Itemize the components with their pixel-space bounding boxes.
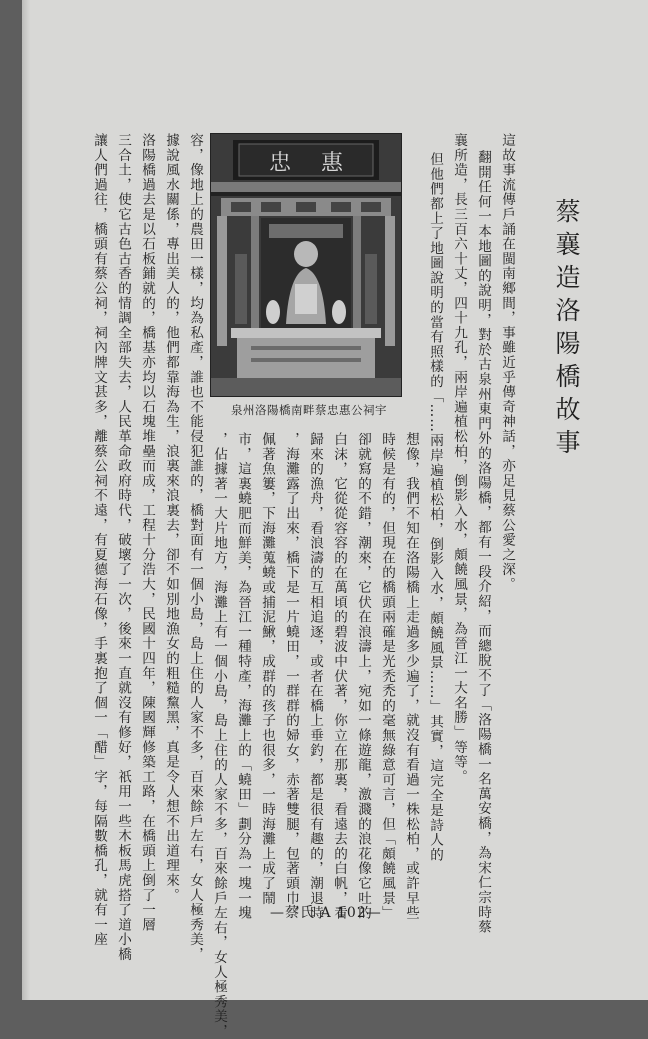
text-column: 歸來的漁舟，看浪濤的互相追逐，或者在橋上垂釣，都是很有趣的，潮退時: [307, 432, 323, 921]
text-column: 據說風水關係，專出美人的，他們都靠海為生，浪裏來浪裏去，卻不如別地漁女的粗糙黧黑，真是令人想不出道理來。: [163, 133, 179, 903]
text-column: 想像，我們不知在洛陽橋上走過多少遍了，就沒有看過一株松柏，或許早些: [403, 432, 419, 921]
text-column: 市，這裏蟯肥而鮮美，為晉江一種特產，海灘上的「蟯田」劃分為一塊一塊: [235, 432, 251, 921]
text-column: 但他們都上了地圖說明的當有照樣的「……兩岸遍植松柏，倒影入水，頗饒風景……」其實，這完全是詩人的: [427, 152, 443, 863]
text-column: 時候是有的，但現在的橋頭兩確是光禿禿的毫無綠意可言，但「頗饒風景」: [379, 432, 395, 921]
text-column: 容，像地上的農田一樣，均為私產，誰也不能侵犯誰的，橋對面有一個小島，島上住的人家不多，百來餘戶左右，女人極秀美，: [187, 133, 203, 962]
page-number: —蔡氏 A 102—: [270, 905, 382, 921]
text-column: 這故事流傳戶誦在閩南鄉間，事雖近乎傳奇神話，亦足見蔡公愛之深。: [499, 133, 515, 592]
text-column: 佩著魚簍，下海灘蒐蟯或捕泥鰍，成群的孩子也很多，一時海灘上成了鬧: [259, 432, 275, 906]
text-column: 讓人們過往，橋頭有蔡公祠，祠內牌文甚多，離蔡公祠不遠，有夏德海石像，手裏抱了個一「醋」字，每隔數橋孔，就有一座: [91, 133, 107, 947]
text-column: 白沫，它從從容容的在萬頃的碧波中伏著，你立在那裏，看遠去的白帆，看: [331, 432, 347, 921]
text-column: 襄所造，長三百六十丈，四十九孔，兩岸遍植松柏，倒影入水，頗饒風景，為晉江一大名勝」等等。: [451, 133, 467, 785]
text-column: 三合土，使它古色古香的情調全部失去，人民革命政府時代，破壞了一次，後來一直就沒有修好，祇用一些木板馬虎搭了道小橋: [115, 133, 131, 962]
plaque-character-right: 惠: [321, 151, 344, 176]
plaque-character-left: 忠: [269, 151, 292, 176]
text-column: 卻就寫的不錯，潮來，它伏在浪濤上，宛如一條遊龍，激濺的浪花像它吐的: [355, 432, 371, 921]
scan-edge: [22, 0, 30, 1000]
text-column: 洛陽橋過去是以石板鋪就的，橋基亦均以石塊堆壘而成，工程十分浩大，民國十四年，陳國輝修築工路，在橋頭上倒了一層: [139, 133, 155, 933]
text-column: ，海灘露了出來，橋下是一片蟯田，一群群的婦女，赤著雙腿，包著頭巾，: [283, 432, 299, 921]
photo-caption: 泉州洛陽橋南畔蔡忠惠公祠宇: [231, 403, 387, 417]
text-column: 翻開任何一本地圖的說明，對於古泉州東門外的洛陽橋，都有一段介紹，而總脫不了「洛陽橋一名萬安橋，為宋仁宗時蔡: [475, 150, 491, 935]
article-title: 蔡襄造洛陽橋故事: [552, 198, 581, 462]
shrine-photo: [210, 133, 402, 397]
text-column: ，佔據著一大片地方，海灘上有一個小島，島上住的人家不多，百來餘戶左右，女人極秀美，: [211, 432, 227, 1039]
